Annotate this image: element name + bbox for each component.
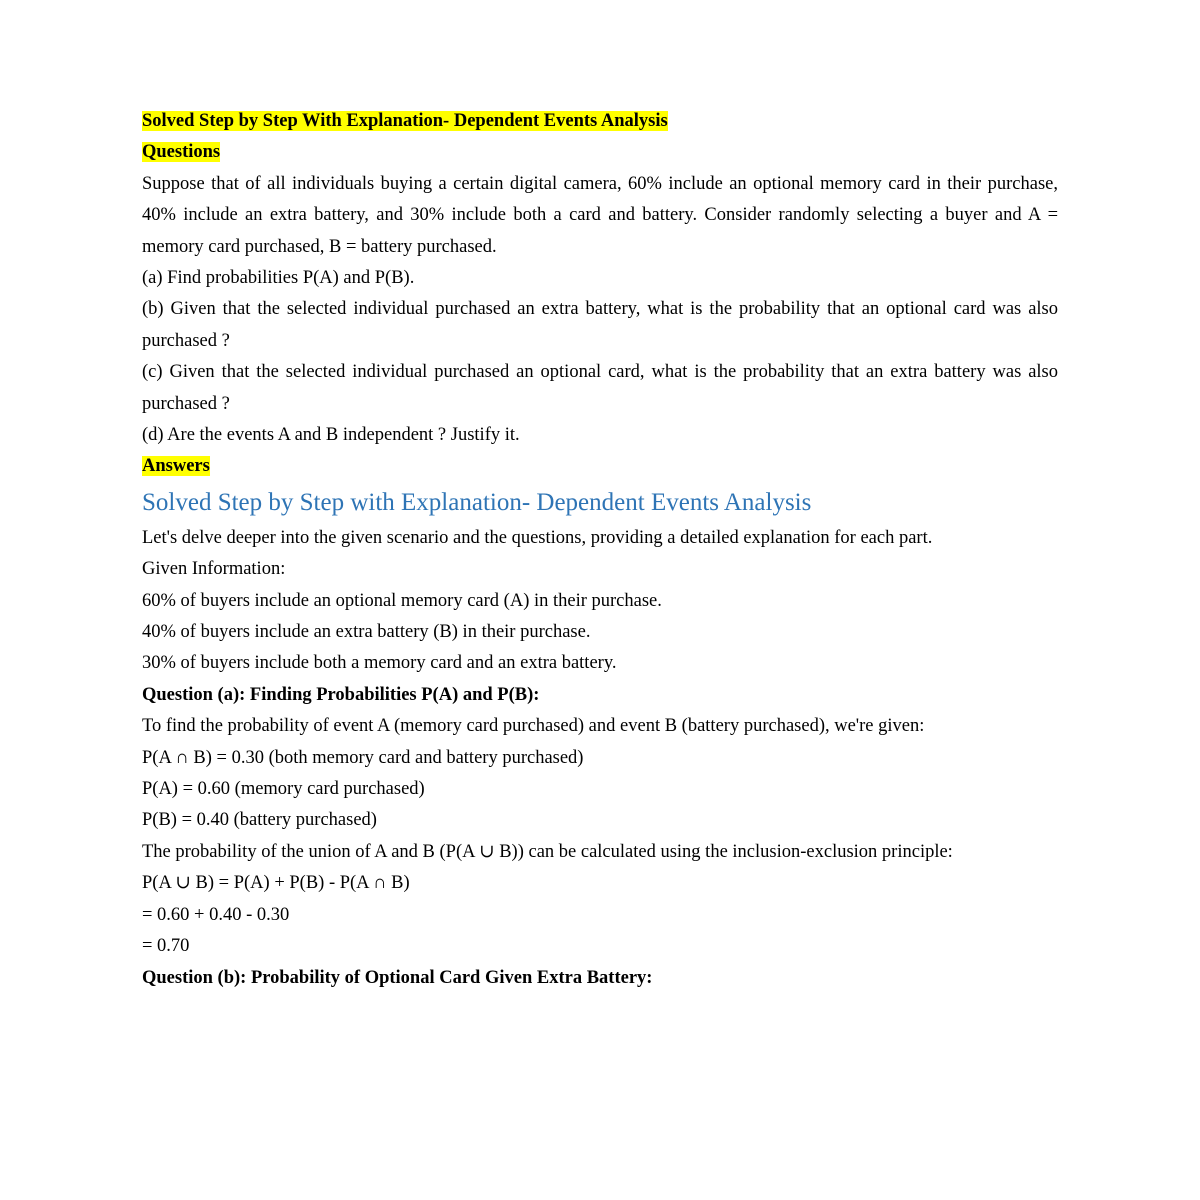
union-step: = 0.70 <box>142 936 190 957</box>
question-a-heading: Question (a): Finding Probabilities P(A) and P(B): <box>142 684 540 705</box>
given-item: 30% of buyers include both a memory card and an extra battery. <box>142 653 617 674</box>
probability-value: P(B) = 0.40 (battery purchased) <box>142 810 377 831</box>
given-label: Given Information: <box>142 559 286 580</box>
question-b-heading: Question (b): Probability of Optional Card Given Extra Battery: <box>142 967 653 988</box>
union-step: P(A ∪ B) = P(A) + P(B) - P(A ∩ B) <box>142 873 410 894</box>
question-d: (d) Are the events A and B independent ? Justify it. <box>142 425 520 446</box>
questions-label-line <box>142 137 1058 168</box>
probability-value: P(A) = 0.60 (memory card purchased) <box>142 779 425 800</box>
question-a: (a) Find probabilities P(A) and P(B). <box>142 268 415 288</box>
union-step: = 0.60 + 0.40 - 0.30 <box>142 904 290 925</box>
title-line <box>142 106 1058 137</box>
union-text: The probability of the union of A and B (P(A ∪ B)) can be calculated using the inclusion-exclusion principle: <box>142 841 953 862</box>
document-title: Solved Step by Step With Explanation- Dependent Events Analysis <box>142 111 668 131</box>
answers-label: Answers <box>142 456 210 477</box>
answers-label-line <box>142 451 1058 482</box>
question-b: (b) Given that the selected individual purchased an extra battery, what is the probability that an optional card was also purchased ? <box>142 299 1058 351</box>
probability-value: P(A ∩ B) = 0.30 (both memory card and battery purchased) <box>142 747 584 768</box>
answers-heading: Solved Step by Step with Explanation- Dependent Events Analysis <box>142 488 812 516</box>
question-intro: Suppose that of all individuals buying a certain digital camera, 60% include an optional memory card in their purchase, 40% include an extra battery, and 30% include both a card and battery. Consider randomly selecting a buyer and A = memory card purchased, B = battery purchased. <box>142 173 1058 257</box>
given-item: 60% of buyers include an optional memory card (A) in their purchase. <box>142 590 662 611</box>
intro-paragraph: Let's delve deeper into the given scenario and the questions, providing a detailed explanation for each part. <box>142 527 933 548</box>
document-page <box>142 106 1058 994</box>
question-a-text: To find the probability of event A (memory card purchased) and event B (battery purchased), we're given: <box>142 716 925 737</box>
questions-label: Questions <box>142 142 221 163</box>
question-c: (c) Given that the selected individual purchased an optional card, what is the probability that an extra battery was also purchased ? <box>142 362 1058 414</box>
given-item: 40% of buyers include an extra battery (B) in their purchase. <box>142 622 591 643</box>
